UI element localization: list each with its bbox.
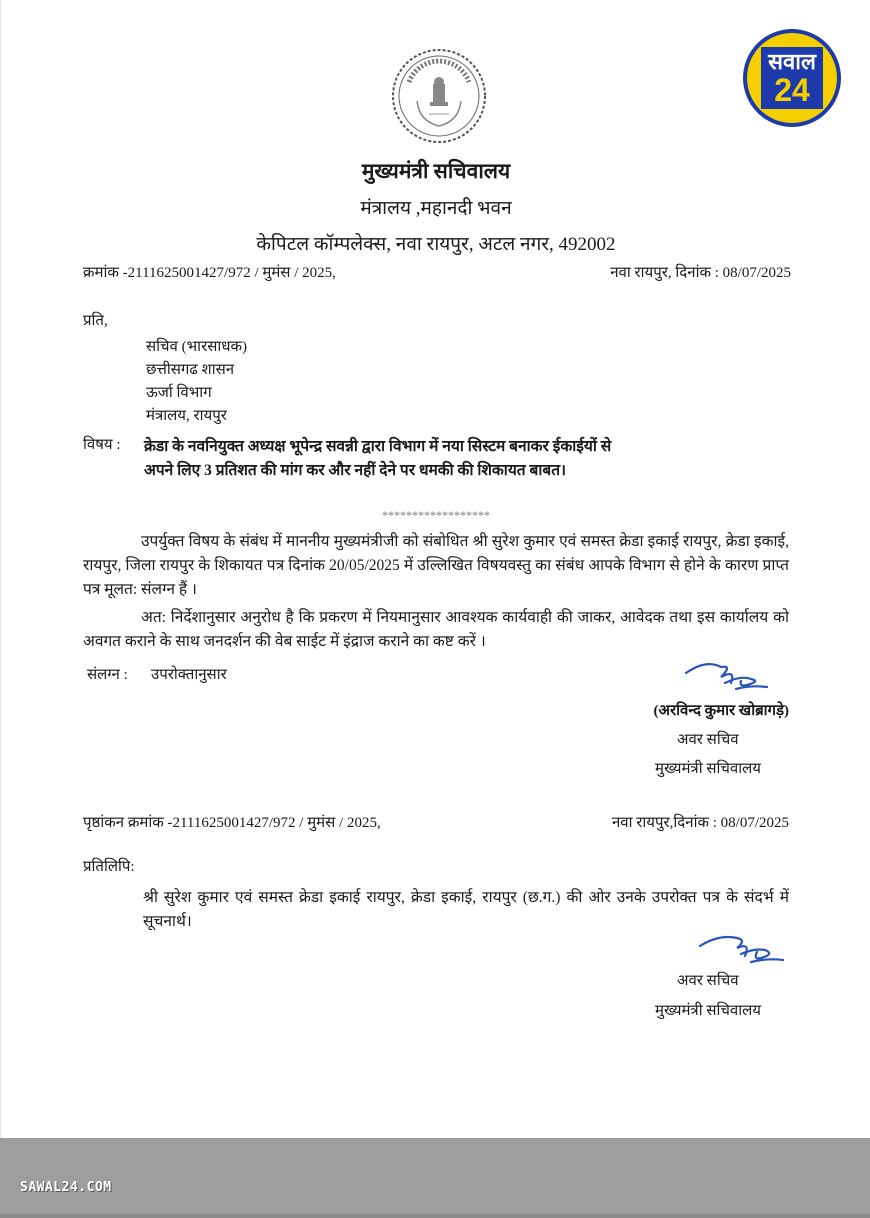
signatory-title: अवर सचिव [677, 732, 739, 748]
body-paragraph: उपर्युक्त विषय के संबंध में माननीय मुख्यमंत्रीजी को संबोधित श्री सुरेश कुमार एवं समस्त क्रेडा इकाई रायपुर, क्रेडा इकाई, रायपुर, जिला रायपुर के शिकायत पत्र दिनांक 20/05/2025 में उल्लिखित विषयवस्तु का संबंध आपके विभाग से होने के कारण प्राप्त पत्र मूलत: संलग्न हैं । [83, 533, 789, 598]
footer-bar [0, 1138, 870, 1218]
signatory-office: मुख्यमंत्री सचिवालय [655, 761, 761, 777]
body-paragraph: अत: निर्देशानुसार अनुरोध है कि प्रकरण में नियमानुसार आवश्यक कार्यवाही की जाकर, आवेदक तथा इस कार्यालय को अवगत कराने के साथ जनदर्शन की वेब साईट में इंद्राज कराने का कष्ट करें । [83, 609, 789, 650]
to-label: प्रति, [83, 313, 108, 329]
recipient-line: ऊर्जा विभाग [146, 385, 212, 401]
office-building: मंत्रालय ,महानदी भवन [360, 198, 512, 219]
logo-text-24: 24 [774, 72, 810, 108]
enclosure-label: संलग्न : [87, 667, 128, 683]
office-title: मुख्यमंत्री सचिवालय [361, 159, 511, 183]
place-date: नवा रायपुर, दिनांक : 08/07/2025 [610, 265, 791, 281]
handwritten-signature [697, 930, 787, 966]
office-address: केपिटल कॉम्पलेक्स, नवा रायपुर, अटल नगर, 492002 [256, 234, 616, 255]
copy-label: प्रतिलिपि: [83, 859, 135, 875]
subject-label: विषय : [83, 437, 121, 453]
sawal24-logo [742, 28, 842, 128]
site-watermark: SAWAL24.COM [20, 1180, 112, 1195]
handwritten-signature [681, 655, 771, 695]
government-seal-emblem [389, 46, 489, 146]
subject-line: अपने लिए 3 प्रतिशत की मांग कर और नहीं देने पर धमकी की शिकायत बाबत। [144, 462, 566, 479]
footer-edge [0, 1214, 870, 1218]
endorsement-place-date: नवा रायपुर,दिनांक : 08/07/2025 [611, 815, 789, 831]
endorsement-signatory-title: अवर सचिव [677, 973, 739, 989]
logo-text-sawal: सवाल [768, 50, 816, 75]
signatory-name: (अरविन्द कुमार खोब्रागड़े) [653, 703, 789, 719]
reference-number: क्रमांक -2111625001427/972 / मुमंस / 2025, [83, 265, 336, 281]
recipient-line: छत्तीसगढ शासन [146, 362, 235, 378]
recipient-line: मंत्रालय, रायपुर [146, 408, 227, 424]
separator-stars: ****************** [382, 508, 490, 522]
recipient-line: सचिव (भारसाधक) [146, 339, 247, 355]
subject-line: क्रेडा के नवनियुक्त अध्यक्ष भूपेन्द्र सवन्नी द्वारा विभाग में नया सिस्टम बनाकर ईकाईयों से [144, 438, 612, 455]
endorsement-reference: पृष्ठांकन क्रमांक -2111625001427/972 / मुमंस / 2025, [83, 815, 381, 831]
endorsement-signatory-office: मुख्यमंत्री सचिवालय [655, 1003, 761, 1019]
copy-text: श्री सुरेश कुमार एवं समस्त क्रेडा इकाई रायपुर, क्रेडा इकाई, रायपुर (छ.ग.) की ओर उनके उपरोक्त पत्र के संदर्भ में सूचनार्थ। [143, 889, 789, 930]
enclosure-value: उपरोक्तानुसार [151, 667, 227, 683]
